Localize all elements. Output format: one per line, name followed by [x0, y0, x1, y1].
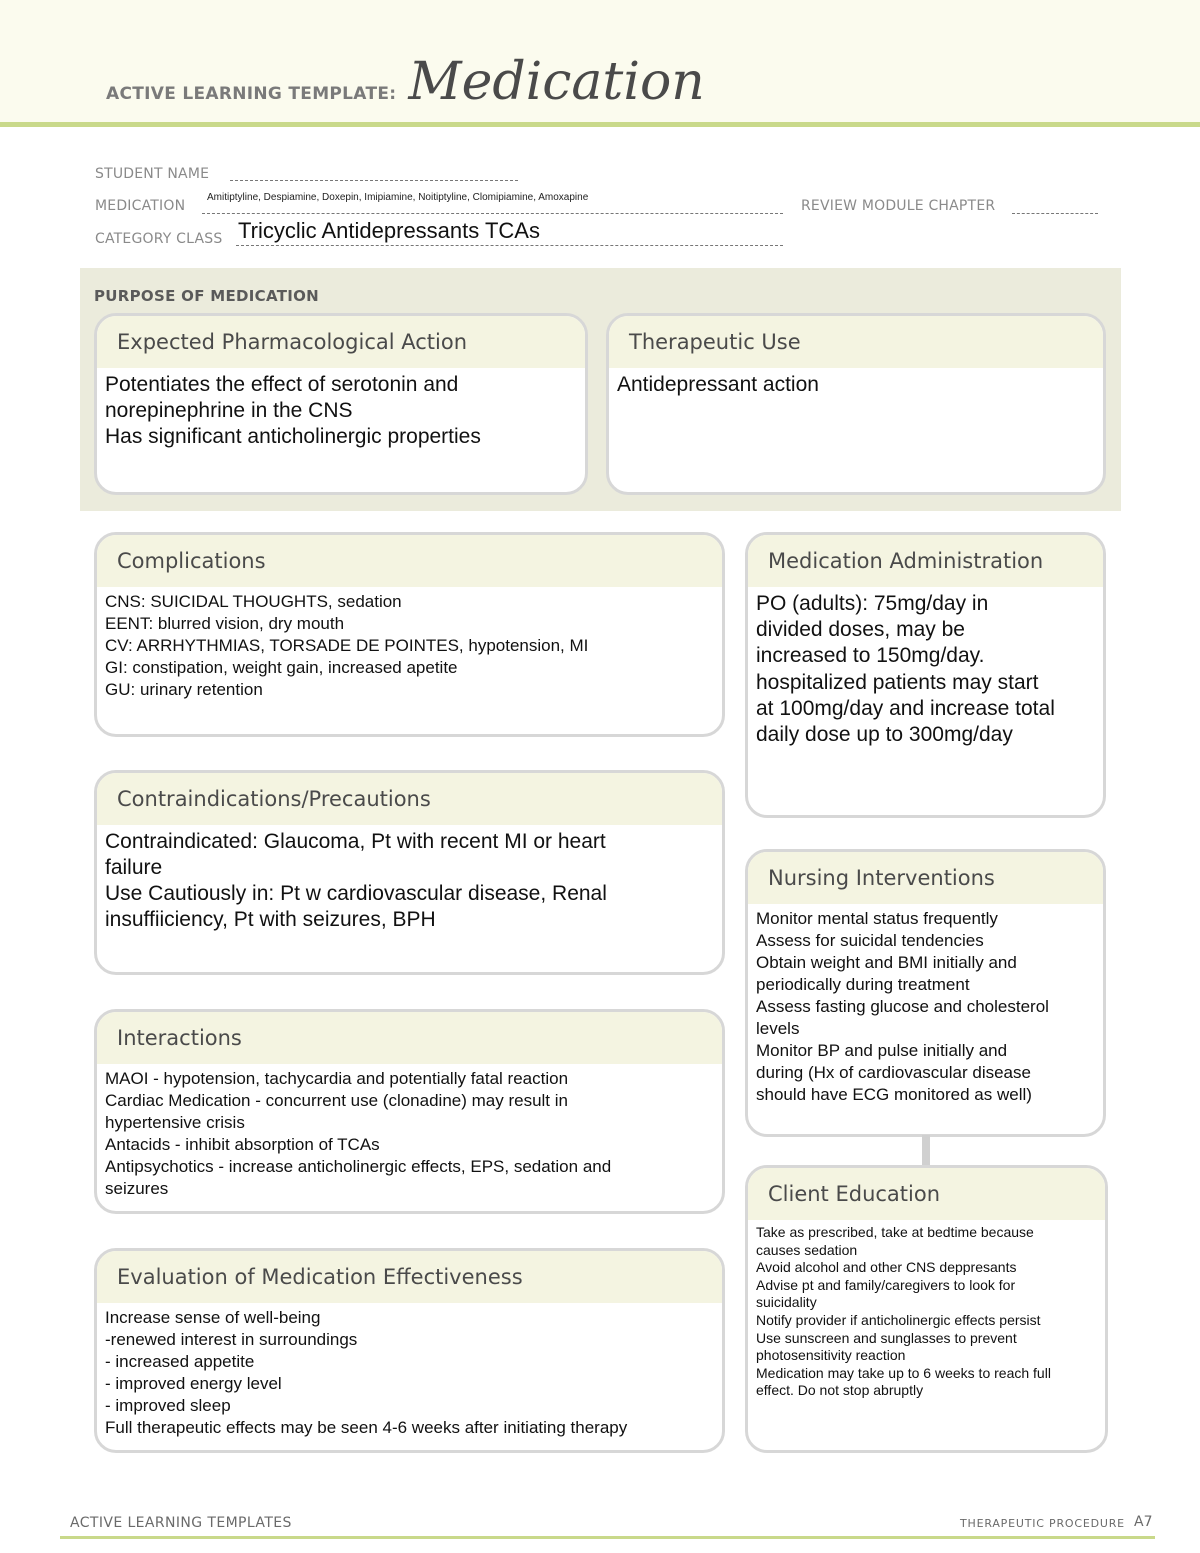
page-number: A7 — [1134, 1514, 1153, 1530]
template-title: Medication — [408, 52, 705, 112]
template-prefix: ACTIVE LEARNING TEMPLATE: — [106, 84, 397, 104]
footer-left-label: ACTIVE LEARNING TEMPLATES — [70, 1515, 292, 1531]
therapeutic-use-header — [609, 316, 1103, 368]
contraindications-header — [97, 773, 722, 825]
category-class-label: CATEGORY CLASS — [95, 231, 223, 247]
expected-action-text: Potentiates the effect of serotonin and norepinephrine in the CNS Has significant anticholinergic properties — [105, 373, 481, 448]
evaluation-title: Evaluation of Medication Effectiveness — [117, 1265, 523, 1289]
client-education-box — [745, 1165, 1108, 1453]
header-rule — [0, 122, 1200, 127]
nursing-interventions-title: Nursing Interventions — [768, 866, 995, 890]
evaluation-box — [94, 1248, 725, 1453]
complications-box — [94, 532, 725, 737]
medication-value: Amitiptyline, Despiamine, Doxepin, Imipiamine, Noitiptyline, Clomipiamine, Amoxapine — [207, 192, 589, 203]
medication-label: MEDICATION — [95, 198, 186, 214]
expected-action-box — [94, 313, 588, 495]
expected-action-header — [97, 316, 585, 368]
interactions-text: MAOI - hypotension, tachycardia and potentially fatal reaction Cardiac Medication - concurrent use (clonadine) may result in hypertensive crisis Antacids - inhibit absorption of TCAs Antipsychotics - increase anticholinergic effects, EPS, sedation and seizures — [105, 1069, 612, 1198]
interactions-box — [94, 1009, 725, 1214]
administration-title: Medication Administration — [768, 549, 1044, 573]
therapeutic-use-text: Antidepressant action — [617, 373, 819, 396]
category-class-value: Tricyclic Antidepressants TCAs — [238, 218, 540, 243]
administration-box — [745, 532, 1106, 818]
administration-header — [748, 535, 1103, 587]
contraindications-title: Contraindications/Precautions — [117, 787, 431, 811]
contraindications-box — [94, 770, 725, 975]
student-name-label: STUDENT NAME — [95, 166, 210, 182]
complications-text: CNS: SUICIDAL THOUGHTS, sedation EENT: blurred vision, dry mouth CV: ARRHYTHMIAS, TORSADE DE POINTES, hypotension, MI GI: constipation, weight gain, increased apetite GU: urinary retention — [105, 592, 589, 699]
footer-rule — [60, 1536, 1155, 1539]
therapeutic-use-box — [606, 313, 1106, 495]
medication-field[interactable] — [202, 213, 783, 214]
expected-action-title: Expected Pharmacological Action — [117, 330, 468, 354]
evaluation-header — [97, 1251, 722, 1303]
footer-right-label: THERAPEUTIC PROCEDURE — [960, 1517, 1125, 1530]
nursing-interventions-text: Monitor mental status frequently Assess for suicidal tendencies Obtain weight and BMI initially and periodically during treatment Assess fasting glucose and cholesterol levels Monitor BP and pulse initially and during (Hx of cardiovascular disease should have ECG monitored as well) — [756, 909, 1049, 1104]
evaluation-text: Increase sense of well-being -renewed interest in surroundings - increased appetite - improved energy level - improved sleep Full therapeutic effects may be seen 4-6 weeks after initiating therapy — [105, 1308, 628, 1437]
nursing-interventions-box — [745, 849, 1106, 1137]
review-module-field[interactable] — [1012, 213, 1098, 214]
page-title — [106, 52, 705, 112]
student-name-field[interactable] — [230, 180, 518, 181]
nursing-interventions-header — [748, 852, 1103, 904]
interactions-header — [97, 1012, 722, 1064]
client-education-text: Take as prescribed, take at bedtime because causes sedation Avoid alcohol and other CNS deppresants Advise pt and family/caregivers to look for suicidality Notify provider if anticholinergic effects persist Use sunscreen and sunglasses to prevent photosensitivity reaction Medication may take up to 6 weeks to reach full effect. Do not stop abruptly — [756, 1224, 1051, 1399]
connector-line — [922, 1135, 930, 1165]
contraindications-text: Contraindicated: Glaucoma, Pt with recent MI or heart failure Use Cautiously in: Pt w cardiovascular disease, Renal insuffiiciency, Pt with seizures, BPH — [105, 830, 607, 931]
therapeutic-use-title: Therapeutic Use — [629, 330, 801, 354]
client-education-title: Client Education — [768, 1182, 941, 1206]
administration-text: PO (adults): 75mg/day in divided doses, may be increased to 150mg/day. hospitalized patients may start at 100mg/day and increase total daily dose up to 300mg/day — [756, 592, 1055, 747]
client-education-header — [748, 1168, 1105, 1220]
complications-title: Complications — [117, 549, 266, 573]
purpose-label: PURPOSE OF MEDICATION — [94, 287, 320, 305]
review-module-label: REVIEW MODULE CHAPTER — [801, 198, 996, 214]
complications-header — [97, 535, 722, 587]
category-class-field[interactable] — [236, 245, 783, 246]
interactions-title: Interactions — [117, 1026, 242, 1050]
